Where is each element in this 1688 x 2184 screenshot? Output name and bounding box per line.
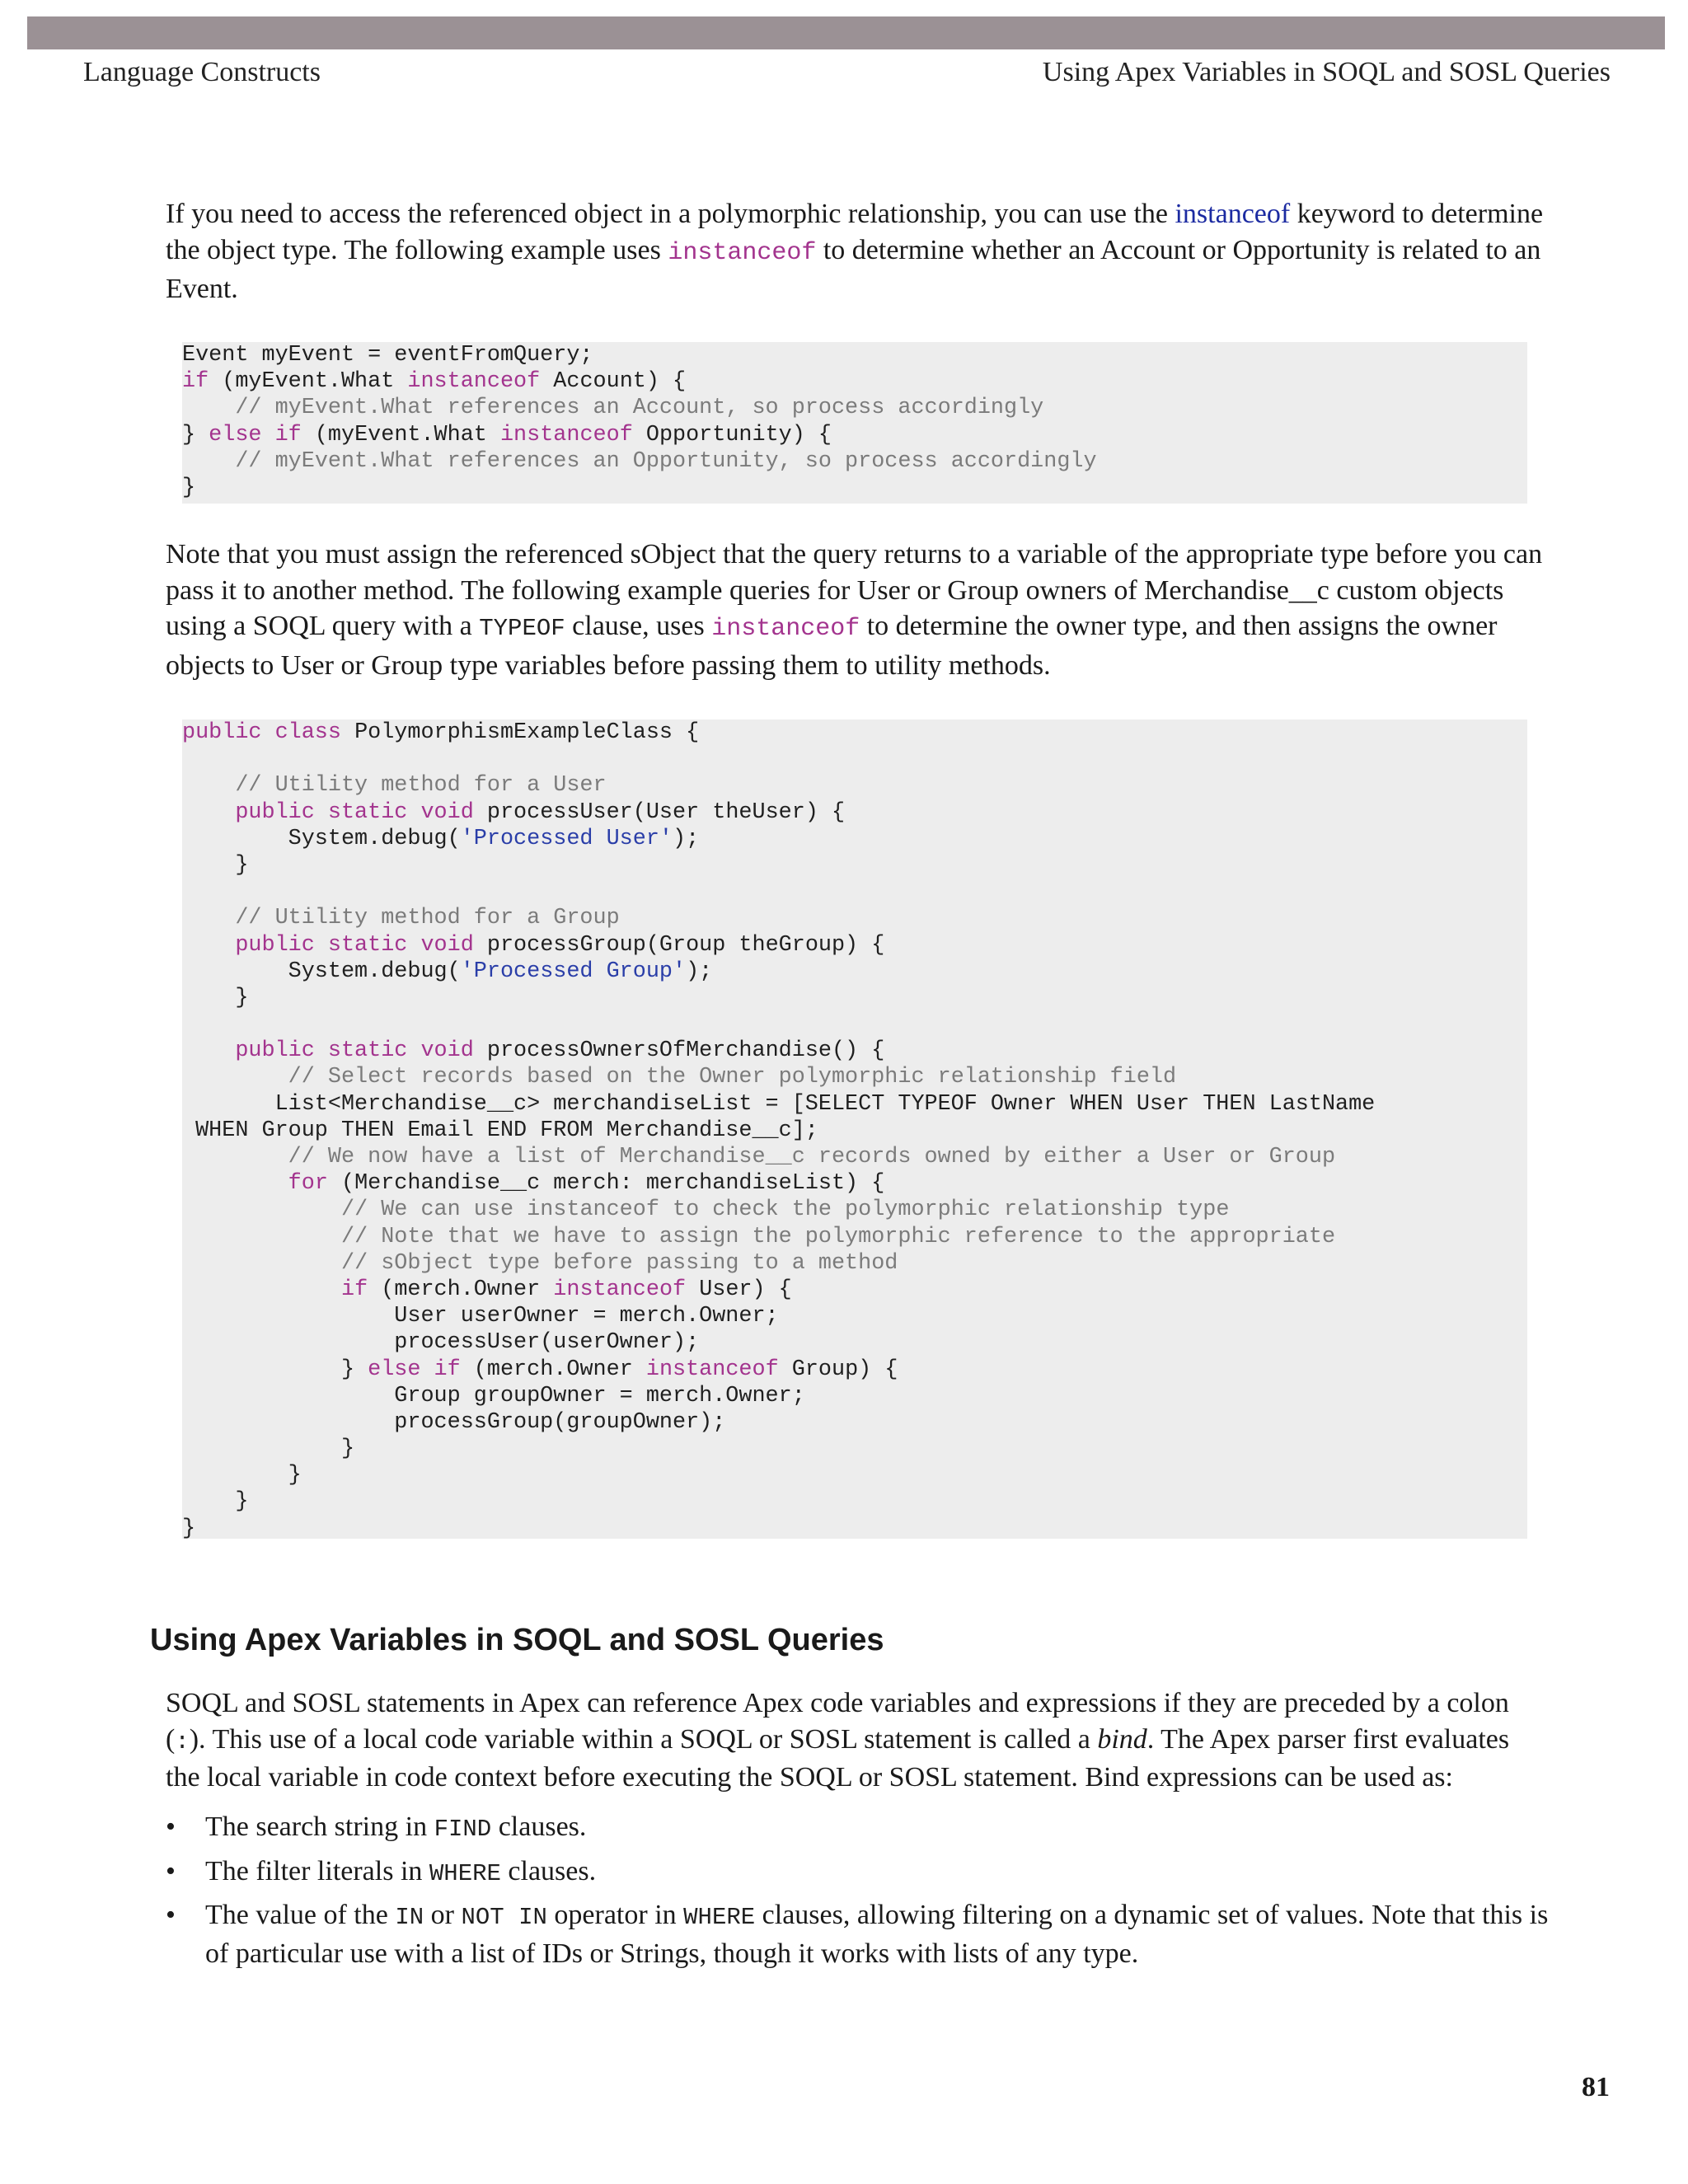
code-token: Group) { [778,1357,898,1382]
code-token: } [182,475,196,500]
code-token: // We now have a list of Merchandise__c records owned by either a User or Group [288,1145,1336,1169]
code-line [182,1383,1527,1409]
inline-code: FIND [434,1816,492,1843]
code-line [182,1011,1527,1038]
code-token: 'Processed User' [460,826,673,851]
code-token: } [182,422,209,448]
code-line [182,719,1527,746]
list-item: • The value of the IN or NOT IN operator in WHERE clauses, allowing filtering on a dynamic set of values. Note that this is of particular use with a list of IDs or Strings, though it works with lists of any type. [166,1897,1550,1971]
code-token [182,1171,288,1196]
code-token: // myEvent.What references an Account, so process accordingly [235,396,1044,421]
code-line [182,985,1527,1011]
paragraph-assign-sobject: Note that you must assign the referenced sObject that the query returns to a variable of the appropriate type before you can pass it to another method. The following example queries for User or Group owners of Merchandise__c custom objects using a SOQL query with a TYPEOF clause, uses instanceof to determine the owner type, and then assigns the owner objects to User or Group type variables before passing them to utility methods. [166,539,1543,681]
code-token: System.debug( [182,958,461,984]
code-token: User) { [686,1277,792,1302]
code-line [182,1224,1527,1250]
code-token: User userOwner = merch.Owner; [182,1304,779,1329]
bind-usage-list [166,1809,1550,1977]
code-token: instanceof [645,1357,779,1382]
bullet-icon: • [166,1900,176,1930]
code-token: // myEvent.What references an Opportunity, so process accordingly [235,448,1097,474]
code-token [182,773,235,798]
code-token: Group groupOwner = merch.Owner; [182,1383,805,1408]
code-token: if [340,1277,368,1302]
page-number: 81 [1582,2072,1610,2102]
code-token: List<Merchandise__c> merchandiseList = [SELECT TYPEOF Owner WHEN User THEN LastName [182,1091,1376,1117]
code-token: 'Processed Group' [460,958,687,984]
code-line [182,422,1527,448]
code-token: (myEvent.What [301,422,500,448]
code-token: } [182,1489,249,1515]
code-token: else if [368,1357,461,1382]
code-line [182,879,1527,905]
section-heading: Using Apex Variables in SOQL and SOSL Queries [150,1623,884,1657]
code-line [182,932,1527,958]
code-token: // Select records based on the Owner polymorphic relationship field [288,1065,1177,1090]
code-token: Account) { [540,369,687,395]
code-token: processUser(userOwner); [182,1330,700,1356]
paragraph-bind-expressions: SOQL and SOSL statements in Apex can reference Apex code variables and expressions if they are preceded by a colon (:). This use of a local code variable within a SOQL or SOSL statement is called a bind. The Apex parser first evaluates the local variable in code context before executing the SOQL or SOSL statement. Bind expressions can be used as: [166,1688,1510,1793]
code-line [182,826,1527,852]
inline-code: IN [395,1904,424,1931]
code-line [182,958,1527,985]
code-token [182,396,235,420]
code-token: } [182,1436,355,1462]
code-token [182,1197,341,1222]
code-line [182,1303,1527,1329]
inline-code: NOT IN [461,1904,547,1931]
code-token: public static void [235,1038,474,1064]
code-token: // Utility method for a User [235,773,607,799]
code-token: } [182,985,249,1010]
code-token [182,1145,288,1169]
code-token: ); [673,826,700,851]
bullet-icon: • [166,1855,176,1886]
code-line [182,746,1527,772]
code-line [182,1038,1527,1064]
code-token: instanceof [553,1277,687,1302]
code-line [182,905,1527,931]
code-token: // Note that we have to assign the polymorphic reference to the appropriate [340,1224,1336,1249]
code-token: (merch.Owner [460,1357,646,1382]
code-line [182,1144,1527,1170]
code-token: } [182,1516,196,1539]
inline-code: WHERE [429,1859,501,1887]
code-token: public static void [235,799,474,825]
code-token: public class [182,720,341,745]
code-token: public static void [235,932,474,958]
code-token: } [182,852,249,878]
code-token: instanceof [407,369,541,395]
code-line [182,1277,1527,1303]
code-token: instanceof [499,422,633,448]
code-token [182,1251,341,1276]
list-item: • The search string in FIND clauses. [166,1809,1550,1848]
paragraph-polymorphic-intro: If you need to access the referenced object in a polymorphic relationship, you can use the instanceof keyword to determine the object type. The following example uses instanceof to determine whether an Account or Opportunity is related to an Event. [166,199,1544,304]
running-header-section: Using Apex Variables in SOQL and SOSL Queries [1042,57,1611,87]
code-token: for [288,1171,328,1197]
inline-code: WHERE [683,1904,756,1931]
emphasis-bind: bind [1097,1723,1147,1755]
code-token [182,1225,341,1249]
code-line [182,475,1527,501]
code-token: // Utility method for a Group [235,906,620,931]
code-token: Event myEvent = eventFromQuery; [182,343,593,368]
code-line [182,1516,1527,1539]
code-token: processGroup(Group theGroup) { [473,932,885,958]
code-token: processUser(User theUser) { [473,799,846,825]
code-line [182,1250,1527,1277]
code-token: Opportunity) { [632,422,832,448]
code-line [182,1118,1527,1144]
list-item: • The filter literals in WHERE clauses. [166,1854,1550,1892]
code-block-polymorphism-class [182,719,1527,1539]
code-token [182,449,235,474]
inline-code: TYPEOF [479,615,565,642]
running-header-chapter: Language Constructs [83,57,321,87]
code-token: // sObject type before passing to a method [340,1250,898,1276]
code-line [182,1197,1527,1223]
code-token: // We can use instanceof to check the polymorphic relationship type [340,1197,1230,1223]
code-line [182,1064,1527,1090]
code-token: if [182,369,209,395]
code-line [182,342,1527,368]
code-line [182,1357,1527,1383]
code-token: System.debug( [182,826,461,851]
code-line [182,852,1527,879]
code-token: (merch.Owner [368,1277,554,1302]
code-line [182,395,1527,421]
code-line [182,1462,1527,1488]
inline-code: : [175,1727,190,1755]
code-token: PolymorphismExampleClass { [340,720,700,745]
code-line [182,1170,1527,1197]
code-token: } [182,1463,302,1488]
code-token [182,1038,235,1063]
code-line [182,1488,1527,1515]
code-token [182,906,235,930]
code-token: (myEvent.What [209,369,408,395]
code-token: processOwnersOfMerchandise() { [473,1038,885,1064]
code-token [182,1277,341,1302]
code-block-event-example [182,342,1527,504]
code-token: processGroup(groupOwner); [182,1409,726,1435]
code-token [182,800,235,825]
code-line [182,1409,1527,1436]
bullet-icon: • [166,1811,176,1842]
code-token: else if [209,422,302,448]
code-line [182,448,1527,475]
code-line [182,799,1527,826]
code-token [182,1065,288,1090]
inline-code: instanceof [668,238,817,267]
inline-code: instanceof [711,615,860,643]
code-line [182,368,1527,395]
code-token: } [182,1357,368,1382]
code-token: (Merchandise__c merch: merchandiseList) { [327,1171,885,1197]
code-line [182,1329,1527,1356]
top-bar [27,16,1665,49]
code-line [182,1091,1527,1118]
instanceof-link[interactable]: instanceof [1175,199,1291,229]
code-token: ); [686,958,713,984]
code-line [182,772,1527,799]
code-token: WHEN Group THEN Email END FROM Merchandise__c]; [182,1118,818,1143]
code-line [182,1436,1527,1462]
code-token [182,933,235,958]
